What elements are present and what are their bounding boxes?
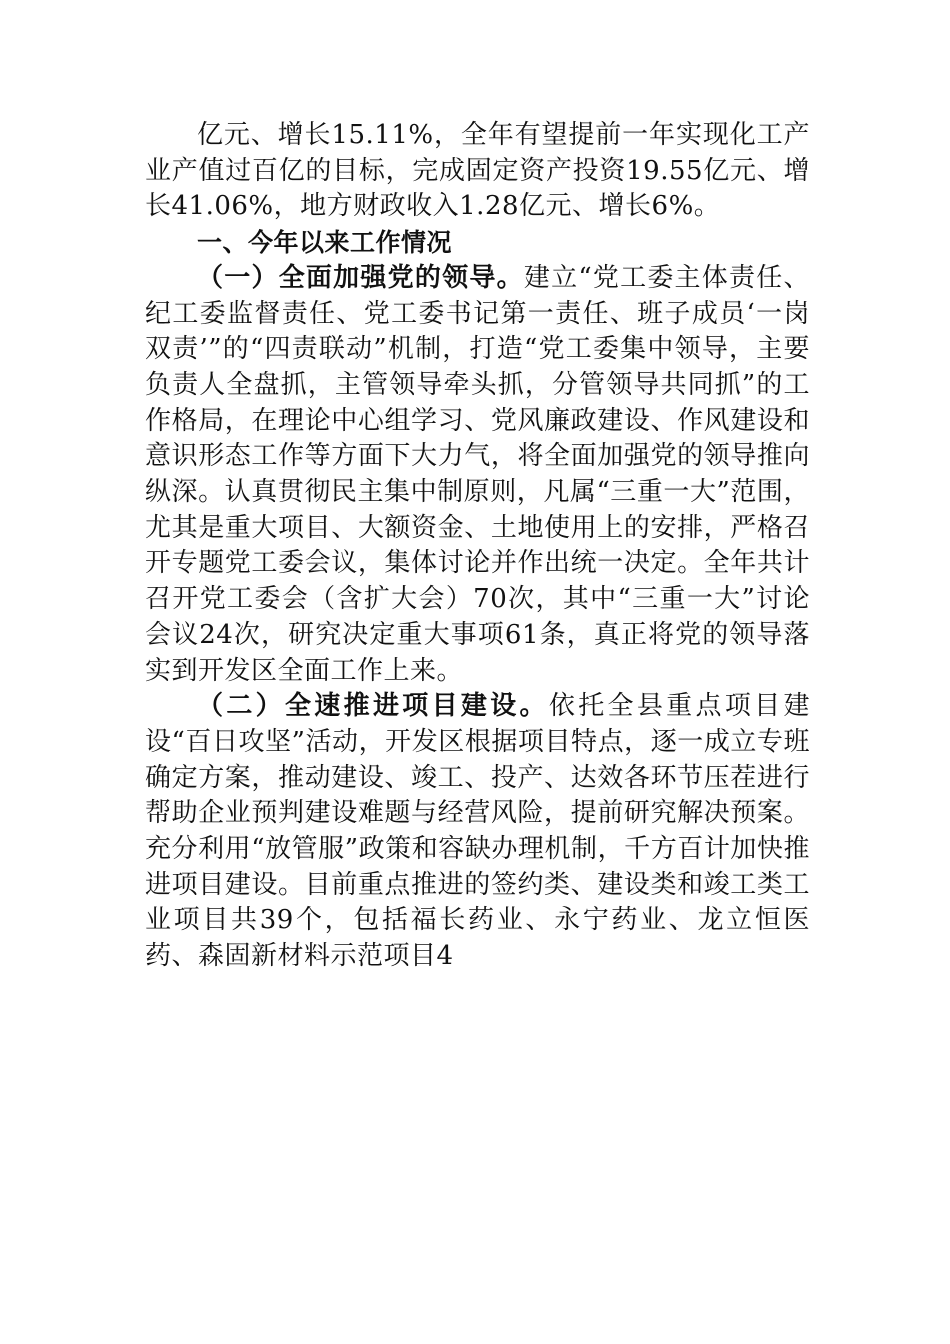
intro-paragraph: 亿元、增长15.11%，全年有望提前一年实现化工产业产值过百亿的目标，完成固定资产投资19.55亿元、增长41.06%，地方财政收入1.28亿元、增长6%。 (145, 120, 810, 222)
section-heading: 一、今年以来工作情况 (197, 228, 453, 258)
party-leadership-title: （一）全面加强党的领导。 (197, 262, 524, 293)
document-body (145, 118, 810, 975)
party-leadership-text: 建立“党工委主体责任、纪工委监督责任、党工委书记第一责任、班子成员‘一岗双责’”的“四责联动”机制，打造“党工委集中领导，主要负责人全盘抓，主管领导牵头抓，分管领导共同抓”的工作格局，在理论中心组学习、党风廉政建设、作风建设和意识形态工作等方面下大力气，将全面加强党的领导推向纵深。认真贯彻民主集中制原则，凡属“三重一大”范围，尤其是重大项目、大额资金、土地使用上的安排，严格召开专题党工委会议，集体讨论并作出统一决定。全年共计召开党工委会（含扩大会）70次，其中“三重一大”讨论会议24次，研究决定重大事项61条，真正将党的领导落实到开发区全面工作上来。 (145, 262, 810, 686)
project-construction-paragraph (145, 689, 810, 975)
party-leadership-paragraph (145, 261, 810, 689)
project-construction-text: 依托全县重点项目建设“百日攻坚”活动，开发区根据项目特点，逐一成立专班确定方案，推动建设、竣工、投产、达效各环节压茬进行帮助企业预判建设难题与经营风险，提前研究解决预案。充分利用“放管服”政策和容缺办理机制，千方百计加快推进项目建设。目前重点推进的签约类、建设类和竣工类工业项目共39个，包括福长药业、永宁药业、龙立恒医药、森固新材料示范项目4 (145, 691, 810, 972)
project-construction-title: （二）全速推进项目建设。 (197, 691, 549, 722)
